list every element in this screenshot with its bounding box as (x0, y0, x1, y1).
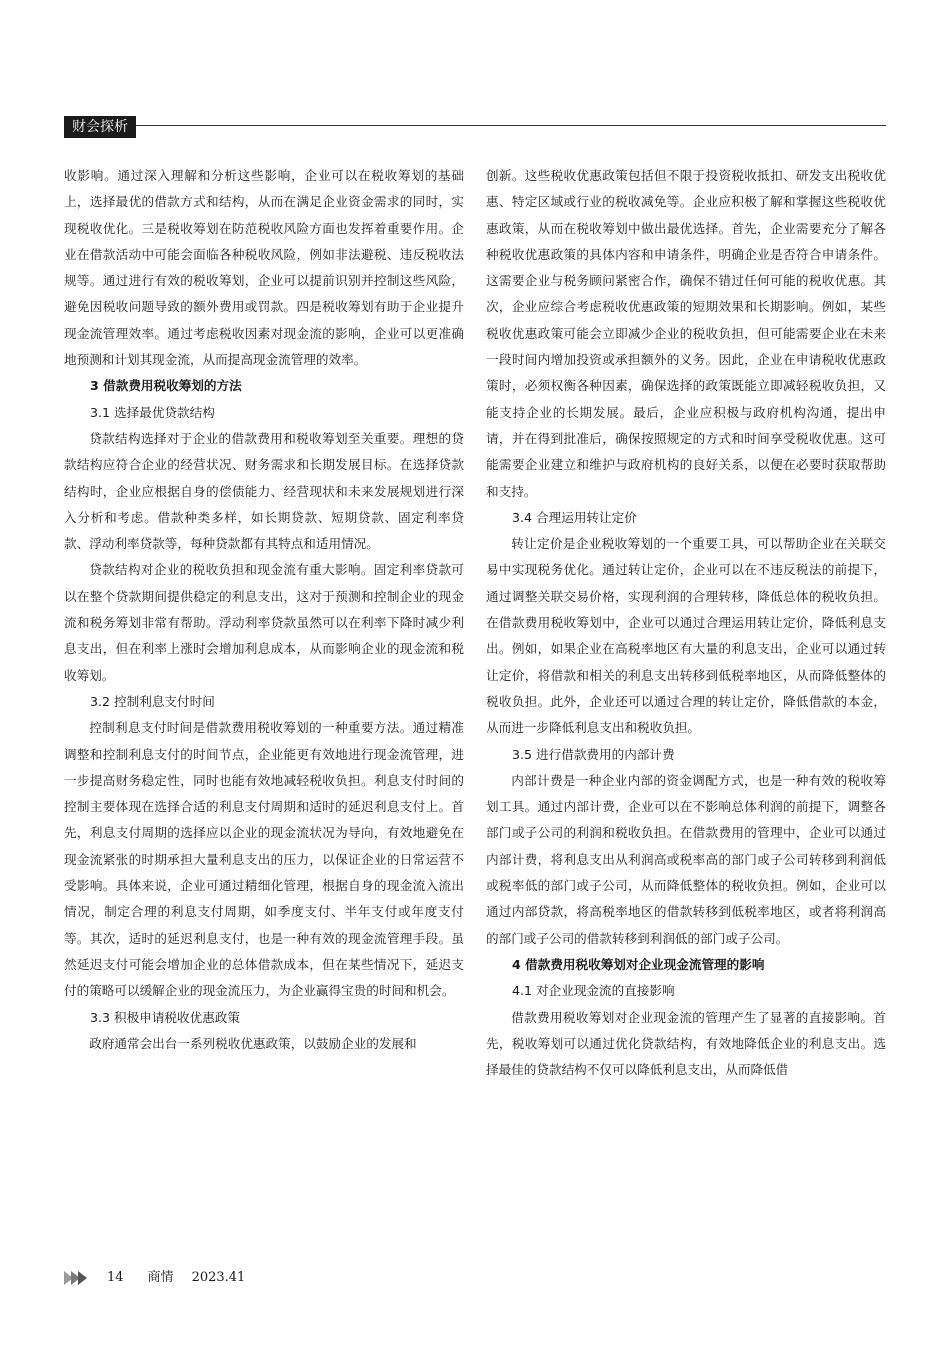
page-number: 14 (107, 1270, 124, 1285)
paragraph: 贷款结构选择对于企业的借款费用和税收筹划至关重要。理想的贷款结构应符合企业的经营状况、财务需求和长期发展目标。在选择贷款结构时，企业应根据自身的偿债能力、经营现状和未来发展规划进行深入分析和考虑。借款种类多样，如长期贷款、短期贷款、固定利率贷款、浮动利率贷款等，每种贷款都有其特点和适用情况。 (64, 430, 464, 552)
subheading-3-1: 3.1 选择最优贷款结构 (90, 404, 215, 420)
paragraph: 政府通常会出台一系列税收优惠政策，以鼓励企业的发展和 (89, 1035, 417, 1051)
section-label: 财会探析 (64, 116, 136, 138)
paragraph: 转让定价是企业税收筹划的一个重要工具，可以帮助企业在关联交易中实现税务优化。通过转让定价，企业可以在不违反税法的前提下，通过调整关联交易价格，实现利润的合理转移，降低总体的税收负担。在借款费用税收筹划中，企业可以通过合理运用转让定价，降低利息支出。例如，如果企业在高税率地区有大量的利息支出，企业可以通过转让定价，将借款和相关的利息支出转移到低税率地区，从而降低整体的税收负担。此外，企业还可以通过合理的转让定价，降低借款的本金，从而进一步降低利息支出和税收负担。 (486, 536, 886, 736)
subheading-3-4: 3.4 合理运用转让定价 (512, 509, 637, 525)
section-heading-3: 3 借款费用税收筹划的方法 (90, 378, 242, 394)
paragraph: 收影响。通过深入理解和分析这些影响，企业可以在税收筹划的基础上，选择最优的借款方式和结构，从而在满足企业资金需求的同时，实现税收优化。三是税收筹划在防范税收风险方面也发挥着重要作用。企业在借款活动中可能会面临各种税收风险，例如非法避税、违反税收法规等。通过进行有效的税收筹划，企业可以提前识别并控制这些风险，避免因税收问题导致的额外费用或罚款。四是税收筹划有助于企业提升现金流管理效率。通过考虑税收因素对现金流的影响，企业可以更准确地预测和计划其现金流，从而提高现金流管理的效率。 (64, 168, 464, 368)
header-rule (64, 125, 886, 126)
paragraph: 借款费用税收筹划对企业现金流的管理产生了显著的直接影响。首先，税收筹划可以通过优化贷款结构，有效地降低企业的利息支出。选择最佳的贷款结构不仅可以降低利息支出，从而降低借 (486, 1009, 886, 1078)
subheading-3-3: 3.3 积极申请税收优惠政策 (90, 1009, 240, 1025)
paragraph: 创新。这些税收优惠政策包括但不限于投资税收抵扣、研发支出税收优惠、特定区域或行业的税收减免等。企业应积极了解和掌握这些税收优惠政策，从而在税收筹划中做出最优选择。首先，企业需要充分了解各种税收优惠政策的具体内容和申请条件，明确企业是否符合申请条件。这需要企业与税务顾问紧密合作，确保不错过任何可能的税收优惠。其次，企业应综合考虑税收优惠政策的短期效果和长期影响。例如，某些税收优惠政策可能会立即减少企业的税收负担，但可能需要企业在未来一段时间内增加投资或承担额外的义务。因此，企业在申请税收优惠政策时，必须权衡各种因素，确保选择的政策既能立即减轻税收负担，又能支持企业的长期发展。最后，企业应积极与政府机构沟通，提出申请，并在得到批准后，确保按照规定的方式和时间享受税收优惠。这可能需要企业建立和维护与政府机构的良好关系，以便在必要时获取帮助和支持。 (486, 168, 886, 499)
subheading-3-2: 3.2 控制利息支付时间 (90, 693, 215, 709)
subheading-4-1: 4.1 对企业现金流的直接影响 (512, 983, 675, 999)
section-heading-4: 4 借款费用税收筹划对企业现金流管理的影响 (512, 956, 765, 972)
issue-number: 2023.41 (191, 1270, 246, 1285)
triple-arrow-icon (64, 1271, 85, 1285)
magazine-name: 商情 (147, 1270, 174, 1285)
right-column (486, 163, 886, 1083)
left-column (64, 163, 464, 1057)
paragraph: 控制利息支付时间是借款费用税收筹划的一种重要方法。通过精准调整和控制利息支付的时间节点，企业能更有效地进行现金流管理，进一步提高财务稳定性，同时也能有效地减轻税收负担。利息支付时间的控制主要体现在选择合适的利息支付周期和适时的延迟利息支付上。首先，利息支付周期的选择应以企业的现金流状况为导向，有效地避免在现金流紧张的时期承担大量利息支出的压力，以保证企业的日常运营不受影响。具体来说，企业可通过精细化管理，根据自身的现金流入流出情况，制定合理的利息支付周期，如季度支付、半年支付或年度支付等。其次，适时的延迟利息支付，也是一种有效的现金流管理手段。虽然延迟支付可能会增加企业的总体借款成本，但在某些情况下，延迟支付的策略可以缓解企业的现金流压力，为企业赢得宝贵的时间和机会。 (64, 720, 464, 999)
paragraph: 贷款结构对企业的税收负担和现金流有重大影响。固定利率贷款可以在整个贷款期间提供稳定的利息支出，这对于预测和控制企业的现金流和税务筹划非常有帮助。浮动利率贷款虽然可以在利率下降时减少利息支出，但在利率上涨时会增加利息成本，从而影响企业的现金流和税收筹划。 (64, 562, 464, 683)
paragraph: 内部计费是一种企业内部的资金调配方式，也是一种有效的税收筹划工具。通过内部计费，企业可以在不影响总体利润的前提下，调整各部门或子公司的利润和税收负担。在借款费用的管理中，企业可以通过内部计费，将利息支出从利润高或税率高的部门或子公司转移到利润低或税率低的部门或子公司，从而降低整体的税收负担。例如，企业可以通过内部贷款，将高税率地区的借款转移到低税率地区，或者将利润高的部门或子公司的借款转移到利润低的部门或子公司。 (486, 772, 886, 946)
page-footer (64, 1268, 245, 1288)
subheading-3-5: 3.5 进行借款费用的内部计费 (512, 746, 675, 762)
